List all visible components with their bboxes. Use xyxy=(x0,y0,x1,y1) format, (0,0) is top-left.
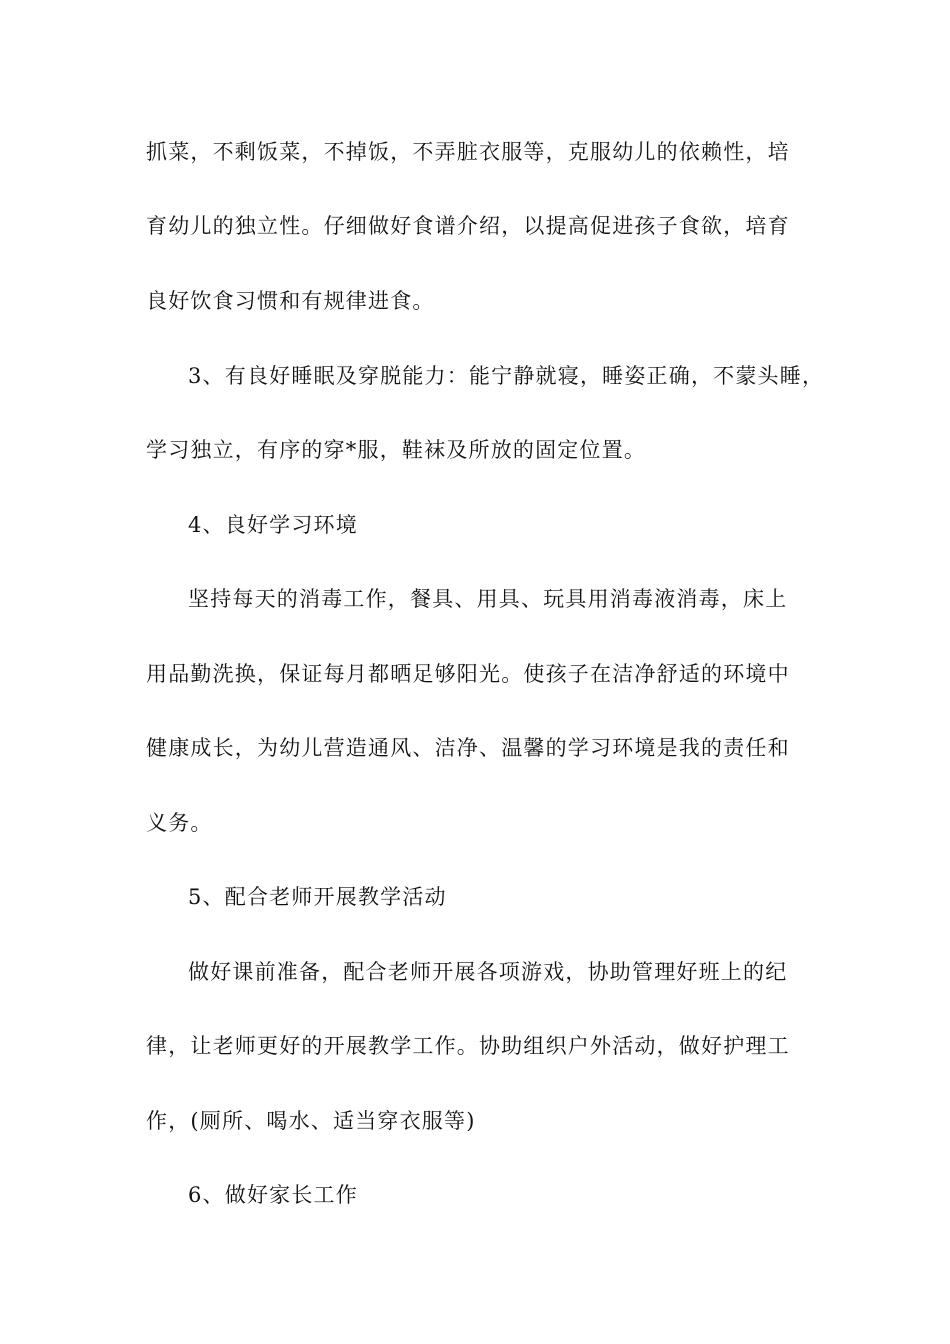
heading-teaching-activities: 5、配合老师开展教学活动 xyxy=(188,885,447,909)
heading-parent-work: 6、做好家长工作 xyxy=(188,1183,358,1207)
heading-sleep-ability: 3、有良好睡眠及穿脱能力：能宁静就寝，睡姿正确，不蒙头睡， xyxy=(188,364,825,388)
text-line: 育幼儿的独立性。仔细做好食谱介绍，以提高促进孩子食欲，培育 xyxy=(146,214,790,238)
text-line: 用品勤洗换，保证每月都晒足够阳光。使孩子在洁净舒适的环境中 xyxy=(146,662,790,686)
text-line: 坚持每天的消毒工作，餐具、用具、玩具用消毒液消毒，床上 xyxy=(188,587,788,611)
text-line: 学习独立，有序的穿*服，鞋袜及所放的固定位置。 xyxy=(146,438,647,462)
text-line: 义务。 xyxy=(146,811,213,835)
text-line: 作，(厕所、喝水、适当穿衣服等) xyxy=(146,1109,476,1133)
heading-learning-environment: 4、良好学习环境 xyxy=(188,513,358,537)
text-line: 做好课前准备，配合老师开展各项游戏，协助管理好班上的纪 xyxy=(188,960,788,984)
text-line: 抓菜，不剩饭菜，不掉饭，不弄脏衣服等，克服幼儿的依赖性，培 xyxy=(146,140,790,164)
text-line: 良好饮食习惯和有规律进食。 xyxy=(146,289,435,313)
text-line: 律，让老师更好的开展教学工作。协助组织户外活动，做好护理工 xyxy=(146,1034,790,1058)
text-line: 健康成长，为幼儿营造通风、洁净、温馨的学习环境是我的责任和 xyxy=(146,736,790,760)
